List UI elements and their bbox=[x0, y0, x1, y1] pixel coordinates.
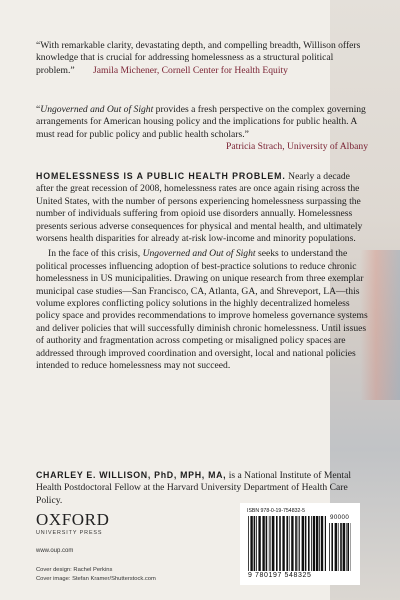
isbn-barcode bbox=[240, 503, 360, 585]
cover-image-credit: Cover image: Stefan Kramer/Shutterstock.com bbox=[36, 575, 156, 582]
barcode-bar bbox=[272, 516, 274, 571]
barcode-bar bbox=[298, 516, 299, 571]
barcode-bar bbox=[335, 523, 337, 571]
author-bio-text: is a National Institute of Mental Health Postdoctoral Fellow at the Harvard University Department of Health Care Policy. bbox=[36, 470, 351, 506]
author-name: CHARLEY E. WILLISON, PhD, MPH, MA, bbox=[36, 470, 227, 480]
summary-paragraph-1 bbox=[36, 170, 368, 245]
barcode-bar bbox=[302, 516, 304, 571]
barcode-bar bbox=[340, 523, 342, 571]
summary-p1-text: Nearly a decade after the great recession of 2008, homelessness rates are once again rising across the United States, with the number of persons experiencing homelessness surpassing the number of individuals suffering from opioid use disorders annually. Homelessness presents serious adverse consequences for physical and mental health, and ultimately worsens health disparities for already at-risk low-income and minority populations. bbox=[36, 171, 363, 245]
barcode-bar bbox=[269, 516, 270, 571]
barcode-bar bbox=[248, 516, 249, 571]
summary-book-title: Ungoverned and Out of Sight bbox=[142, 248, 256, 260]
barcode-bar bbox=[325, 516, 326, 571]
barcode-bar bbox=[319, 516, 320, 571]
barcode-bar bbox=[282, 516, 284, 571]
barcode-bar bbox=[338, 523, 339, 571]
summary-p2-start: In the face of this crisis, bbox=[48, 248, 143, 260]
publisher-website: www.oup.com bbox=[36, 548, 74, 554]
barcode-addon-bars bbox=[329, 523, 353, 571]
barcode-bar bbox=[311, 516, 312, 571]
barcode-bar bbox=[331, 523, 333, 571]
barcode-bar bbox=[258, 516, 260, 571]
blurb-2-quote: provides a fresh perspective on the complex governing arrangements for American housing policy and the implications for public health. A must read for public policy and public health scholars.” bbox=[36, 104, 366, 140]
barcode-bar bbox=[321, 516, 323, 571]
barcode-bar bbox=[343, 523, 345, 571]
barcode-bar bbox=[347, 523, 349, 571]
barcode-bar bbox=[256, 516, 257, 571]
blurb-2-open-quote: “ bbox=[36, 104, 41, 115]
publisher-subtitle: UNIVERSITY PRESS bbox=[36, 530, 103, 536]
blurb-1-quote: “With remarkable clarity, devastating depth, and compelling breadth, Willison offers knowledge that is crucial for addressing homelessness as a structural political problem.” bbox=[36, 40, 361, 76]
barcode-bar bbox=[276, 516, 278, 571]
barcode-bar bbox=[305, 516, 307, 571]
blurb-1-attribution: Jamila Michener, Cornell Center for Health Equity bbox=[93, 64, 288, 76]
blurb-2-book-title: Ungoverned and Out of Sight bbox=[40, 104, 154, 115]
barcode-bar bbox=[262, 516, 264, 571]
barcode-bar bbox=[289, 516, 290, 571]
summary-p2-text: seeks to understand the political processes influencing adoption of best-practice solutions to reduce chronic homelessness in US municipalities. Drawing on unique research from three exemplar municipal case studies—San Francisco, CA, Atlanta, GA, and Shreveport, LA—this volume explores conflicting policy solutions in the highly decentralized homeless policy space and provides recommendations to improve homeless governance systems and deliver policies that will successfully diminish chronic homelessness. Until issues of authority and fragmentation across competing or misaligned policy spaces are addressed through improved coordination and oversight, local and national policies intended to reduce homelessness may not succeed. bbox=[36, 248, 368, 372]
barcode-bar bbox=[346, 523, 347, 571]
blurb-2-attribution: Patricia Strach, University of Albany bbox=[225, 140, 368, 152]
cover-credits bbox=[36, 566, 156, 583]
barcode-digits: 9 780197 548325 bbox=[248, 572, 312, 579]
book-summary bbox=[36, 170, 368, 373]
barcode-bar bbox=[308, 516, 310, 571]
barcode-bar bbox=[299, 516, 300, 571]
barcode-bar bbox=[286, 516, 288, 571]
publisher-name: OXFORD bbox=[36, 510, 110, 529]
barcode-bar bbox=[279, 516, 281, 571]
barcode-bar bbox=[250, 516, 252, 571]
endorsement-blurb-2 bbox=[36, 104, 368, 153]
summary-lead: HOMELESSNESS IS A PUBLIC HEALTH PROBLEM. bbox=[36, 171, 286, 181]
isbn-text: ISBN 978-0-19-754832-5 bbox=[247, 508, 305, 514]
price-code: 90000 bbox=[330, 514, 350, 521]
publisher-logo bbox=[36, 511, 126, 536]
endorsement-blurb-1 bbox=[36, 40, 368, 77]
barcode-bar bbox=[291, 516, 293, 571]
barcode-bar bbox=[254, 516, 256, 571]
barcode-bar bbox=[270, 516, 271, 571]
summary-paragraph-2 bbox=[36, 248, 368, 372]
barcode-bar bbox=[316, 516, 318, 571]
barcode-bar bbox=[266, 516, 268, 571]
barcode-bars bbox=[248, 516, 326, 571]
author-bio bbox=[36, 469, 368, 507]
cover-design-credit: Cover design: Rachel Perkins bbox=[36, 567, 113, 573]
barcode-bar bbox=[295, 516, 297, 571]
barcode-bar bbox=[313, 516, 315, 571]
barcode-bar bbox=[329, 523, 330, 571]
